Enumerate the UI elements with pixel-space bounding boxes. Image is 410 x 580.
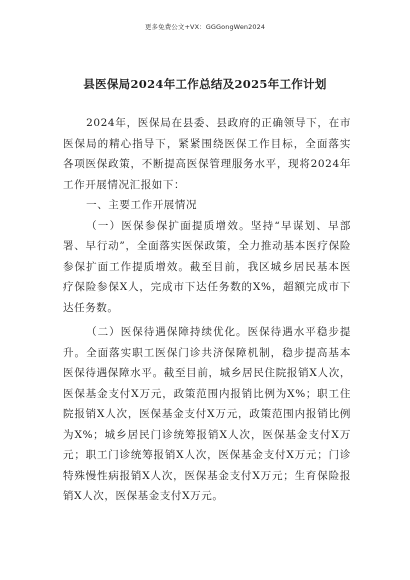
- paragraph-enrollment: （一）医保参保扩面提质增效。坚持“早谋划、早部署、早行动”，全面落实医保政策，全力推动基本医疗保险参保扩面工作提质增效。截至目前，我区城乡居民基本医疗保险参保X人，完成市下达任务数的X%，超额完成市下达任务数。: [63, 219, 351, 314]
- promo-header: 更多免费公文+VX：GGGongWen2024: [144, 23, 266, 31]
- section-heading: 一、主要工作开展情况: [86, 199, 198, 211]
- paragraph-benefits: （二）医保待遇保障持续优化。医保待遇水平稳步提升。全面落实职工医保门诊共济保障机制，稳步提高基本医保待遇保障水平。截至目前，城乡居民住院报销X人次，医保基金支付X万元，政策范围内报销比例为X%；职工住院报销X人次，医保基金支付X万元，政策范围内报销比例为X%；城乡居民门诊统筹报销X人次，医保基金支付X万元；职工门诊统筹报销X人次，医保基金支付X万元；门诊特殊慢性病报销X人次，医保基金支付X万元；生育保险报销X人次，医保基金支付X万元。: [63, 326, 351, 502]
- document-title: 县医保局2024年工作总结及2025年工作计划: [83, 77, 327, 91]
- document-body: [63, 113, 351, 507]
- intro-paragraph: 2024年，医保局在县委、县政府的正确领导下，在市医保局的精心指导下，紧紧围绕医保工作目标，全面落实各项医保政策，不断提高医保管理服务水平，现将2024年工作开展情况汇报如下：: [63, 117, 351, 191]
